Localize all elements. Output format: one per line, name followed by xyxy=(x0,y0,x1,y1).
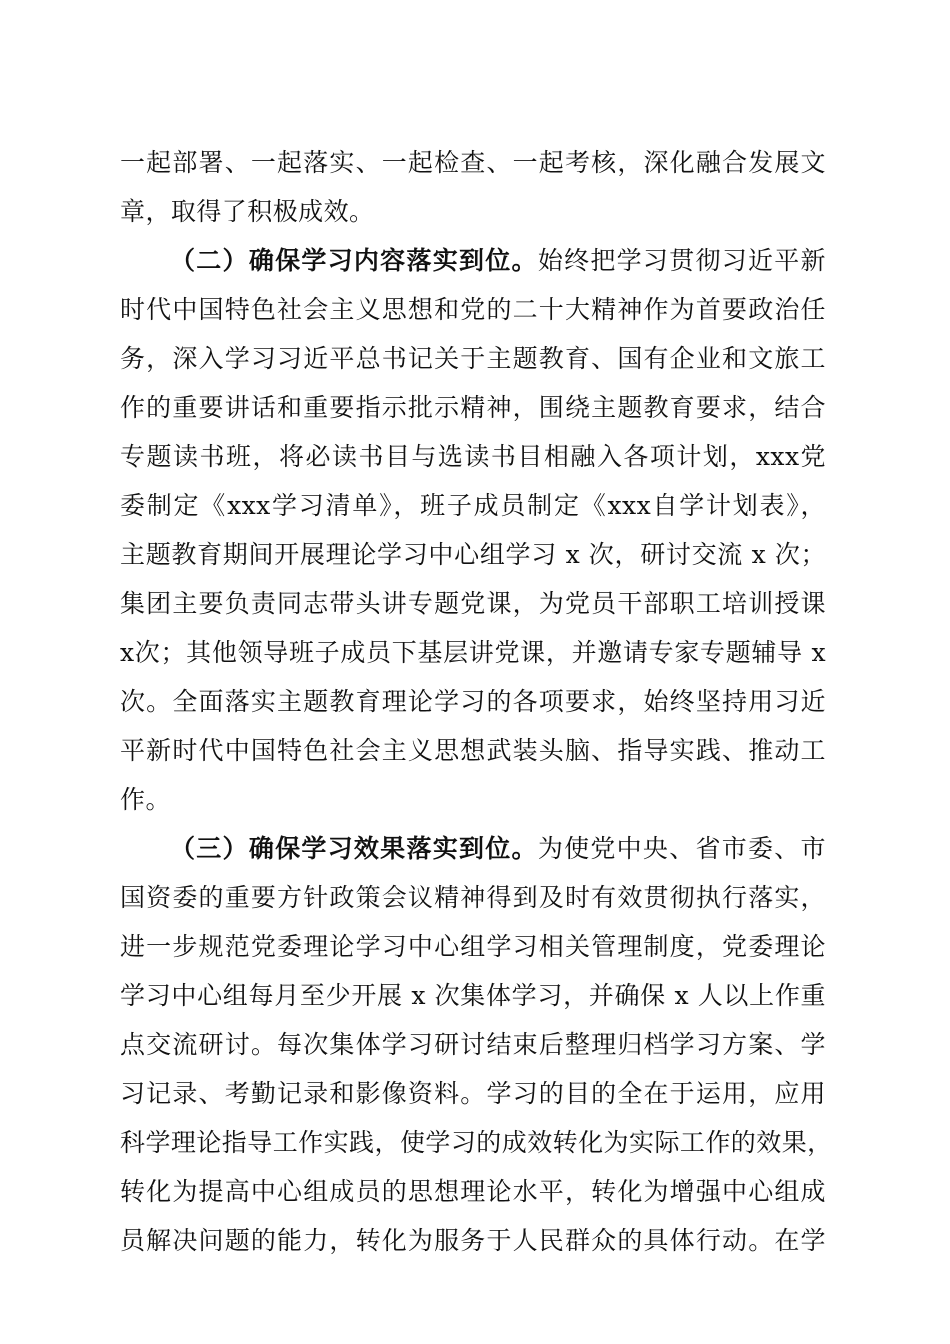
text-line: 点交流研讨。每次集体学习研讨结束后整理归档学习方案、学 xyxy=(120,1030,826,1059)
text-line xyxy=(120,236,826,285)
paragraph-section-2 xyxy=(120,236,826,824)
text-run: 始终把学习贯彻习近平新 xyxy=(537,246,827,275)
text-line: 员解决问题的能力，转化为服务于人民群众的具体行动。在学 xyxy=(120,1226,826,1255)
document-body xyxy=(120,138,833,1265)
text-line: 专题读书班，将必读书目与选读书目相融入各项计划，xxx党 xyxy=(120,442,826,471)
text-line xyxy=(120,824,826,873)
text-line: 习记录、考勤记录和影像资料。学习的目的全在于运用，应用 xyxy=(120,1079,826,1108)
text-run: 为使党中央、省市委、市 xyxy=(537,834,827,863)
text-line: 转化为提高中心组成员的思想理论水平，转化为增强中心组成 xyxy=(120,1177,826,1206)
text-line: 集团主要负责同志带头讲专题党课，为党员干部职工培训授课 xyxy=(120,589,826,618)
text-line: 学习中心组每月至少开展 x 次集体学习，并确保 x 人以上作重 xyxy=(120,981,826,1010)
paragraph-continuation xyxy=(120,138,826,236)
text-line: x次；其他领导班子成员下基层讲党课，并邀请专家专题辅导 x xyxy=(120,638,826,667)
text-line: 作的重要讲话和重要指示批示精神，围绕主题教育要求，结合 xyxy=(120,393,826,422)
text-line: 国资委的重要方针政策会议精神得到及时有效贯彻执行落实， xyxy=(120,883,826,912)
text-line: 平新时代中国特色社会主义思想武装头脑、指导实践、推动工 xyxy=(120,736,826,765)
text-line: 主题教育期间开展理论学习中心组学习 x 次，研讨交流 x 次； xyxy=(120,540,826,569)
paragraph-section-3 xyxy=(120,824,833,1265)
text-line: 作。 xyxy=(120,785,171,814)
section-heading: （三）确保学习效果落实到位。 xyxy=(170,834,538,863)
text-line: 进一步规范党委理论学习中心组学习相关管理制度，党委理论 xyxy=(120,932,826,961)
section-heading: （二）确保学习内容落实到位。 xyxy=(170,246,538,275)
text-line: 时代中国特色社会主义思想和党的二十大精神作为首要政治任 xyxy=(120,295,826,324)
text-line: 一起部署、一起落实、一起检查、一起考核，深化融合发展文 xyxy=(120,148,826,177)
text-line: 次。全面落实主题教育理论学习的各项要求，始终坚持用习近 xyxy=(120,687,826,716)
text-line: 章，取得了积极成效。 xyxy=(120,197,375,226)
text-line: 务，深入学习习近平总书记关于主题教育、国有企业和文旅工 xyxy=(120,344,826,373)
text-line: 委制定《xxx学习清单》，班子成员制定《xxx自学计划表》， xyxy=(120,491,826,520)
text-line: 科学理论指导工作实践，使学习的成效转化为实际工作的效果， xyxy=(120,1128,833,1157)
